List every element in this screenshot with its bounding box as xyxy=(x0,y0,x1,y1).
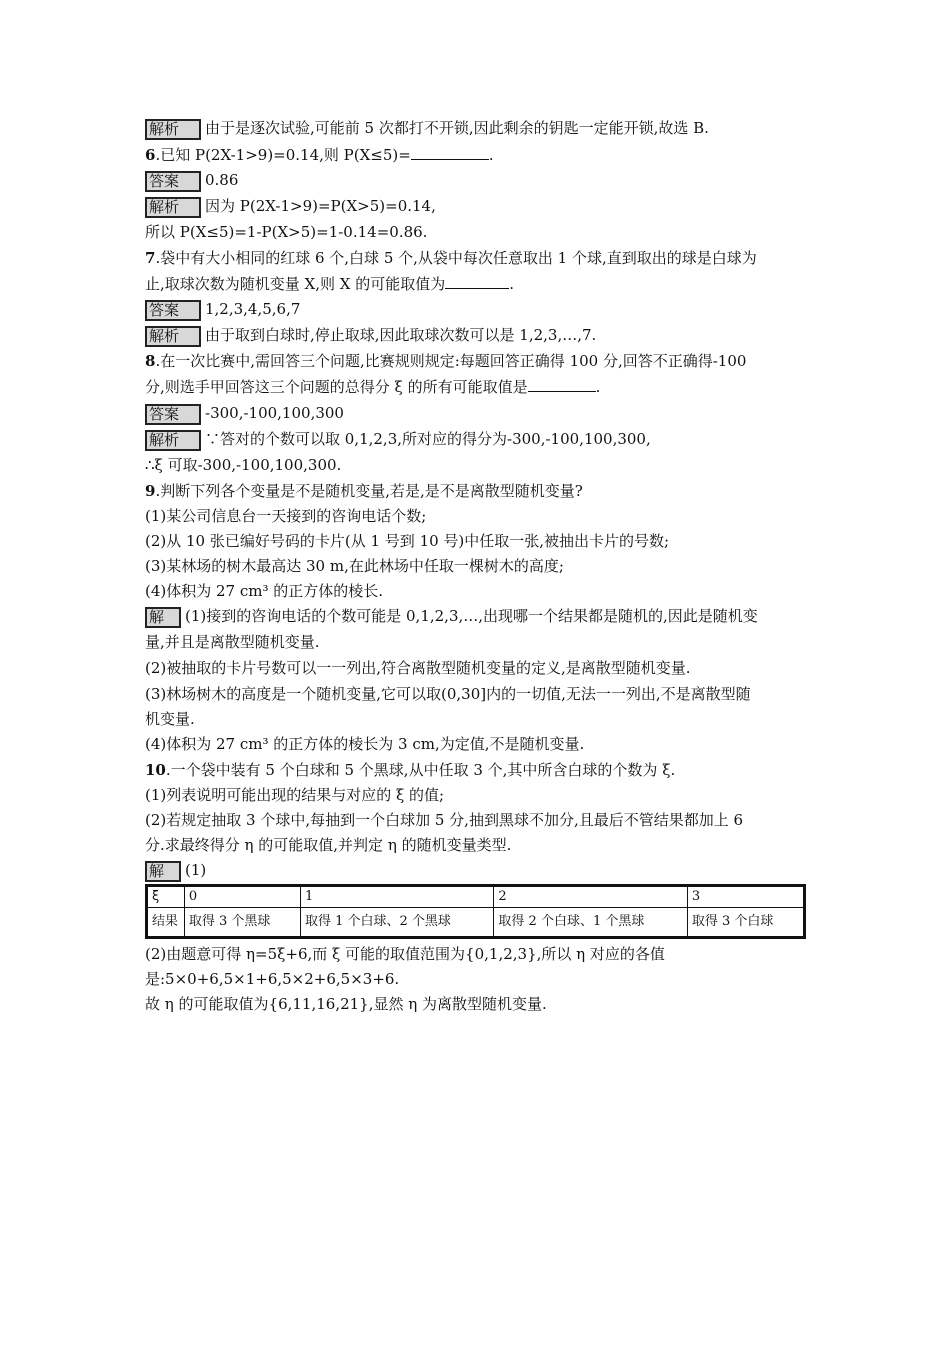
analysis-6b: 所以 P(X≤5)=1-P(X>5)=1-0.14=0.86. xyxy=(145,223,428,241)
question-number: 7 xyxy=(145,249,156,267)
question-number: 6 xyxy=(145,146,156,164)
question-6: 6.已知 P(2X-1>9)=0.14,则 P(X≤5)= . xyxy=(145,146,494,164)
table-cell: 取得 3 个白球 xyxy=(687,908,804,938)
table-cell: 取得 3 个黑球 xyxy=(184,908,300,938)
line-analysis-prev: 解析 由于是逐次试验,可能前 5 次都打不开锁,因此剩余的钥匙一定能开锁,故选 B. xyxy=(145,119,709,140)
solution-10-2a: (2)由题意可得 η=5ξ+6,而 ξ 可能的取值范围为{0,1,2,3},所以 η 对应的各值 xyxy=(145,945,665,963)
question-number: 10 xyxy=(145,761,166,779)
solution-10-1: 解 (1) xyxy=(145,861,206,882)
question-10-2a: (2)若规定抽取 3 个球中,每抽到一个白球加 5 分,抽到黑球不加分,且最后不管结果都加上 6 xyxy=(145,811,744,829)
table-cell: 0 xyxy=(184,886,300,908)
table-cell: 取得 2 个白球、1 个黑球 xyxy=(494,908,687,938)
solution-10-2b: 是:5×0+6,5×1+6,5×2+6,5×3+6. xyxy=(145,970,400,988)
question-10: 10.一个袋中装有 5 个白球和 5 个黑球,从中任取 3 个,其中所含白球的个数为 ξ. xyxy=(145,761,676,779)
question-8b: 分,则选手甲回答这三个问题的总得分 ξ 的所有可能取值是 . xyxy=(145,378,601,396)
question-8a: 8.在一次比赛中,需回答三个问题,比赛规则规定:每题回答正确得 100 分,回答不正确得-100 xyxy=(145,352,747,370)
analysis-8b: ∴ξ 可取-300,-100,100,300. xyxy=(145,456,342,474)
question-10-2b: 分.求最终得分 η 的可能取值,并判定 η 的随机变量类型. xyxy=(145,836,512,854)
answer-6: 答案 0.86 xyxy=(145,171,238,192)
question-9-1: (1)某公司信息台一天接到的咨询电话个数; xyxy=(145,507,427,525)
question-number: 9 xyxy=(145,482,156,500)
table-row xyxy=(147,908,805,938)
solution-10-3: 故 η 的可能取值为{6,11,16,21},显然 η 为离散型随机变量. xyxy=(145,995,547,1013)
question-7a: 7.袋中有大小相同的红球 6 个,白球 5 个,从袋中每次任意取出 1 个球,直到取出的球是白球为 xyxy=(145,249,757,267)
table-cell: 2 xyxy=(494,886,687,908)
question-number: 8 xyxy=(145,352,156,370)
solution-9-1a: 解 (1)接到的咨询电话的个数可能是 0,1,2,3,…,出现哪一个结果都是随机的,因此是随机变 xyxy=(145,607,758,628)
solution-9-4: (4)体积为 27 cm³ 的正方体的棱长为 3 cm,为定值,不是随机变量. xyxy=(145,735,585,753)
solution-9-1b: 量,并且是离散型随机变量. xyxy=(145,633,320,651)
analysis-8a: 解析 ∵答对的个数可以取 0,1,2,3,所对应的得分为-300,-100,100,300, xyxy=(145,430,651,451)
solution-9-3a: (3)林场树木的高度是一个随机变量,它可以取(0,30]内的一切值,无法一一列出,不是离散型随 xyxy=(145,685,751,703)
answer-tag: 答案 xyxy=(145,404,201,425)
analysis-tag: 解析 xyxy=(145,197,201,218)
analysis-6a: 解析 因为 P(2X-1>9)=P(X>5)=0.14, xyxy=(145,197,436,218)
answer-7: 答案 1,2,3,4,5,6,7 xyxy=(145,300,300,321)
answer-8: 答案 -300,-100,100,300 xyxy=(145,404,344,425)
analysis-tag: 解析 xyxy=(145,326,201,347)
answer-blank xyxy=(445,274,509,289)
question-7b: 止,取球次数为随机变量 X,则 X 的可能取值为 . xyxy=(145,275,514,293)
solution-9-3b: 机变量. xyxy=(145,710,195,728)
answer-tag: 答案 xyxy=(145,300,201,321)
table-cell: 结果 xyxy=(147,908,185,938)
table-cell: 3 xyxy=(687,886,804,908)
result-table xyxy=(145,884,806,939)
table-cell: 1 xyxy=(300,886,493,908)
table-cell: 取得 1 个白球、2 个黑球 xyxy=(300,908,493,938)
question-9-4: (4)体积为 27 cm³ 的正方体的棱长. xyxy=(145,582,384,600)
question-9: 9.判断下列各个变量是不是随机变量,若是,是不是离散型随机变量? xyxy=(145,482,583,500)
question-9-3: (3)某林场的树木最高达 30 m,在此林场中任取一棵树木的高度; xyxy=(145,557,564,575)
table-header-row xyxy=(147,886,805,908)
solution-9-2: (2)被抽取的卡片号数可以一一列出,符合离散型随机变量的定义,是离散型随机变量. xyxy=(145,659,691,677)
analysis-tag: 解析 xyxy=(145,430,201,451)
analysis-7: 解析 由于取到白球时,停止取球,因此取球次数可以是 1,2,3,…,7. xyxy=(145,326,596,347)
table-cell: ξ xyxy=(147,886,185,908)
solution-tag: 解 xyxy=(145,861,181,882)
question-10-1: (1)列表说明可能出现的结果与对应的 ξ 的值; xyxy=(145,786,445,804)
answer-blank xyxy=(528,377,596,392)
question-9-2: (2)从 10 张已编好号码的卡片(从 1 号到 10 号)中任取一张,被抽出卡片的号数; xyxy=(145,532,670,550)
answer-blank xyxy=(411,145,489,160)
analysis-tag: 解析 xyxy=(145,119,201,140)
answer-tag: 答案 xyxy=(145,171,201,192)
solution-tag: 解 xyxy=(145,607,181,628)
